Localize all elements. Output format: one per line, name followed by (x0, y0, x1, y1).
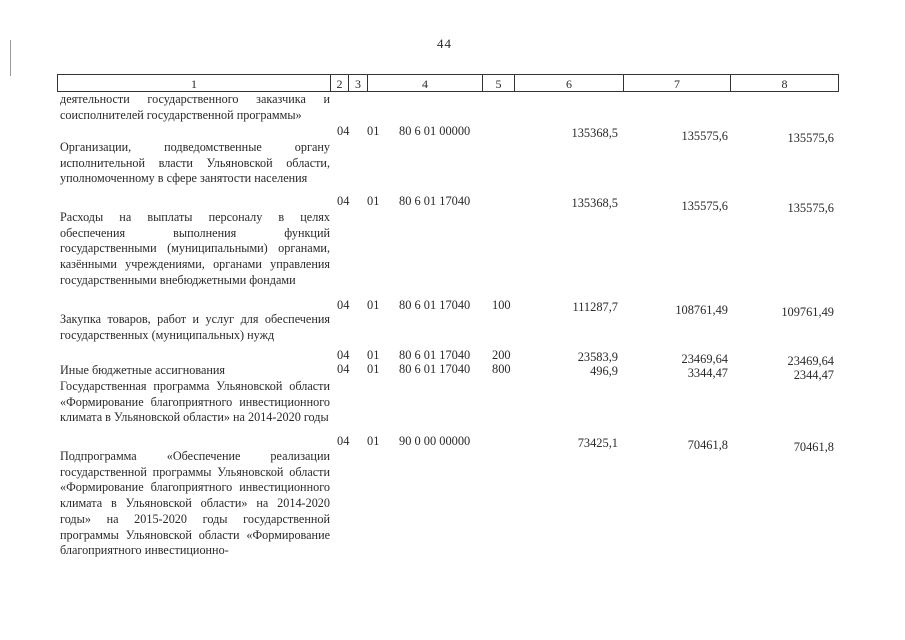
header-col-7: 7 (624, 75, 731, 92)
row-value-col8: 109761,49 (781, 305, 834, 319)
row-rz: 04 (337, 194, 350, 208)
row-pr: 01 (367, 348, 380, 362)
row-description: Организации, подведомственные органу исполнительной власти Ульяновской области, уполномоченному в сфере занятости населения (60, 140, 330, 186)
row-vr: 200 (492, 348, 511, 362)
row-description: Подпрограмма «Обеспечение реализации государственной программы Ульяновской области «Формирование благоприятного инвестиционного климата в Ульяновской области» на 2014-2020 годы» на 2015-2020 годы государственной программы Ульяновской области «Формирование благоприятного инвестиционно- (60, 449, 330, 558)
row-csr: 80 6 01 00000 (399, 124, 471, 138)
header-col-4: 4 (368, 75, 483, 92)
row-csr: 80 6 01 17040 (399, 348, 471, 362)
header-col-1: 1 (58, 75, 331, 92)
row-value-col6: 73425,1 (577, 436, 618, 450)
row-description: деятельности государственного заказчика и соисполнителей государственной программы» (60, 92, 330, 122)
header-col-5: 5 (483, 75, 515, 92)
column-number-header (57, 74, 839, 92)
header-col-3: 3 (349, 75, 368, 92)
header-col-2: 2 (331, 75, 349, 92)
row-value-col8: 2344,47 (793, 368, 834, 382)
row-vr: 800 (492, 362, 511, 376)
row-value-col7: 108761,49 (675, 303, 728, 317)
row-rz: 04 (337, 362, 350, 376)
header-col-8: 8 (731, 75, 839, 92)
row-value-col6: 135368,5 (571, 126, 618, 140)
row-csr: 90 0 00 00000 (399, 434, 471, 448)
row-value-col8: 135575,6 (787, 131, 834, 145)
row-rz: 04 (337, 434, 350, 448)
row-csr: 80 6 01 17040 (399, 362, 471, 376)
row-value-col7: 70461,8 (687, 438, 728, 452)
row-pr: 01 (367, 298, 380, 312)
row-description: Расходы на выплаты персоналу в целях обеспечения выполнения функций государственными (муниципальными) органами, казёнными учреждениями, органами управления государственными внебюджетными фондами (60, 210, 330, 287)
row-rz: 04 (337, 298, 350, 312)
row-description: Закупка товаров, работ и услуг для обеспечения государственных (муниципальных) нужд (60, 312, 330, 342)
row-description: Государственная программа Ульяновской области «Формирование благоприятного инвестиционного климата в Ульяновской области» на 2014-2020 годы (60, 379, 330, 425)
row-pr: 01 (367, 124, 380, 138)
left-margin-mark (10, 40, 11, 76)
row-pr: 01 (367, 362, 380, 376)
row-value-col8: 23469,64 (787, 354, 834, 368)
row-pr: 01 (367, 434, 380, 448)
row-csr: 80 6 01 17040 (399, 194, 471, 208)
row-value-col7: 135575,6 (681, 199, 728, 213)
row-value-col6: 111287,7 (572, 300, 618, 314)
row-rz: 04 (337, 124, 350, 138)
row-vr: 100 (492, 298, 511, 312)
page-number: 44 (437, 36, 452, 51)
row-value-col7: 23469,64 (681, 352, 728, 366)
row-value-col7: 135575,6 (681, 129, 728, 143)
row-description: Иные бюджетные ассигнования (60, 363, 226, 377)
row-rz: 04 (337, 348, 350, 362)
row-value-col6: 135368,5 (571, 196, 618, 210)
row-value-col8: 135575,6 (787, 201, 834, 215)
row-value-col6: 496,9 (590, 364, 618, 378)
row-pr: 01 (367, 194, 380, 208)
header-col-6: 6 (515, 75, 624, 92)
row-csr: 80 6 01 17040 (399, 298, 471, 312)
row-value-col7: 3344,47 (687, 366, 728, 380)
row-value-col8: 70461,8 (793, 440, 834, 454)
row-value-col6: 23583,9 (577, 350, 618, 364)
